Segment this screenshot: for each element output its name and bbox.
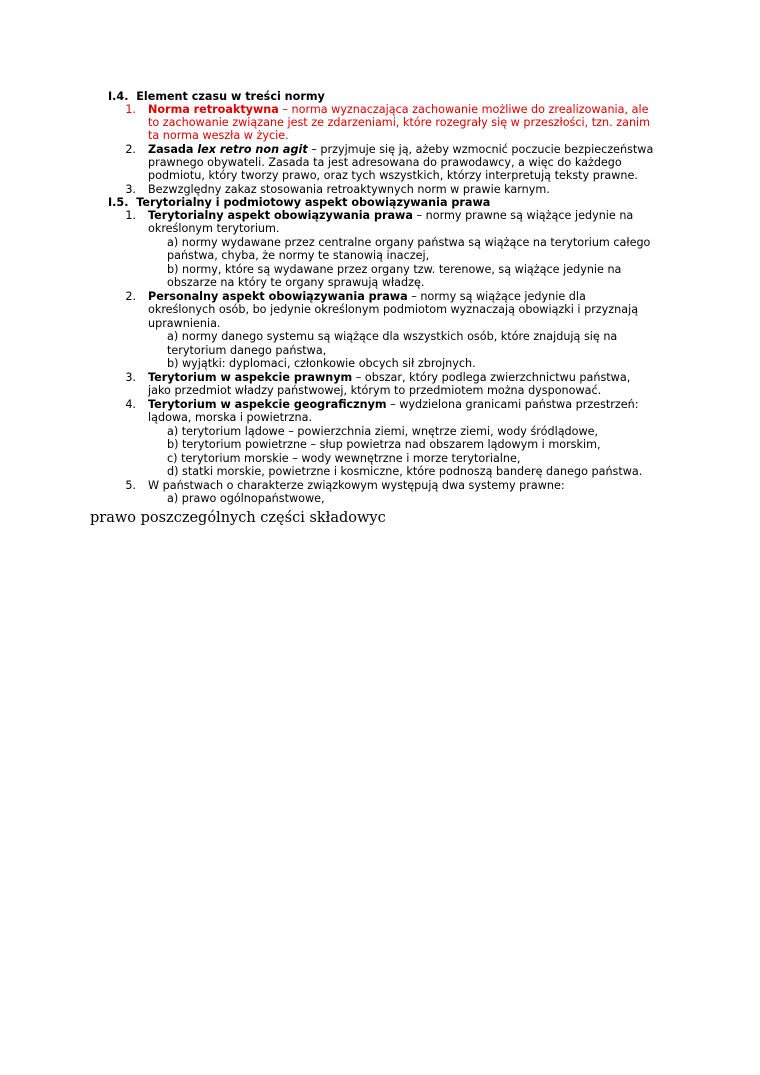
term: Norma retroaktywna (148, 103, 279, 116)
list-number: 1. (125, 209, 136, 222)
item-text: uprawnienia. (148, 317, 221, 330)
item-text: prawnego obywateli. Zasada ta jest adresowana do prawodawcy, a więc do każdego (148, 156, 622, 169)
sub-item: b) normy, które są wydawane przez organy tzw. terenowe, są wiążące jedynie na (167, 263, 622, 276)
section-number: I.5. (108, 196, 129, 209)
sub-item: b) terytorium powietrzne – słup powietrza nad obszarem lądowym i morskim, (167, 438, 601, 451)
list-number: 1. (125, 103, 136, 116)
list-number: 4. (125, 398, 136, 411)
sub-item: d) statki morskie, powietrzne i kosmiczne, które podnoszą banderę danego państwa. (167, 465, 643, 478)
item-text: Bezwzględny zakaz stosowania retroaktywnych norm w prawie karnym. (148, 183, 550, 196)
item-text: – norma wyznaczająca zachowanie możliwe do zrealizowania, ale (278, 103, 649, 116)
sub-item: a) terytorium lądowe – powierzchnia ziemi, wnętrze ziemi, wody śródlądowe, (167, 425, 599, 438)
list-item (148, 143, 653, 156)
item-text: W państwach o charakterze związkowym występują dwa systemy prawne: (148, 479, 565, 492)
item-text: – normy prawne są wiążące jedynie na (412, 209, 634, 222)
sub-item: c) terytorium morskie – wody wewnętrzne i morze terytorialne, (167, 452, 521, 465)
section-heading-1-4 (108, 90, 325, 103)
item-text: – wydzielona granicami państwa przestrzeń: (386, 398, 639, 411)
list-number: 3. (125, 371, 136, 384)
list-item (148, 371, 630, 384)
item-text: ta norma weszła w życie. (148, 129, 289, 142)
list-number: 2. (125, 143, 136, 156)
list-number: 2. (125, 290, 136, 303)
section-title: Terytorialny i podmiotowy aspekt obowiązywania prawa (136, 196, 491, 209)
list-number: 5. (125, 479, 136, 492)
list-item (148, 209, 633, 222)
sub-item: b) wyjątki: dyplomaci, członkowie obcych sił zbrojnych. (167, 357, 476, 370)
list-item (148, 103, 648, 116)
item-text: podmiotu, który tworzy prawo, oraz tych wszystkich, którzy interpretują teksty prawne. (148, 169, 638, 182)
item-text: lądowa, morska i powietrzna. (148, 411, 313, 424)
list-number: 3. (125, 183, 136, 196)
item-text: określonym terytorium. (148, 222, 280, 235)
sub-item: a) normy wydawane przez centralne organy państwa są wiążące na terytorium całego (167, 236, 651, 249)
item-text: – normy są wiążące jedynie dla (407, 290, 586, 303)
item-text: określonych osób, bo jedynie określonym podmiotom wyznaczają obowiązki i przyznają (148, 303, 639, 316)
term: Terytorium w aspekcie geograficznym (148, 398, 387, 411)
item-text: jako przedmiot władzy państwowej, którym to przedmiotem można dysponować. (148, 384, 602, 397)
term-italic: lex retro non agit (197, 143, 308, 156)
sub-item: a) normy danego systemu są wiążące dla wszystkich osób, które znajdują się na (167, 330, 618, 343)
term: Zasada (148, 143, 198, 156)
section-heading-1-5 (108, 196, 490, 209)
sub-item: obszarze na który te organy sprawują władzę. (167, 276, 425, 289)
trailing-text: prawo poszczególnych części składowyc (90, 510, 386, 526)
sub-item: a) prawo ogólnopaństwowe, (167, 492, 325, 505)
sub-item: terytorium danego państwa, (167, 344, 327, 357)
list-item (148, 398, 639, 411)
sub-item: państwa, chyba, że normy te stanowią inaczej, (167, 249, 430, 262)
item-text: – obszar, który podlega zwierzchnictwu państwa, (352, 371, 631, 384)
list-item (148, 290, 586, 303)
section-number: I.4. (108, 90, 129, 103)
section-title: Element czasu w treści normy (136, 90, 325, 103)
item-text: to zachowanie związane jest ze zdarzeniami, które rozegrały się w przeszłości, tzn. zanim (148, 116, 651, 129)
term: Terytorialny aspekt obowiązywania prawa (148, 209, 413, 222)
term: Personalny aspekt obowiązywania prawa (148, 290, 408, 303)
term: Terytorium w aspekcie prawnym (148, 371, 353, 384)
item-text: – przyjmuje się ją, ażeby wzmocnić poczucie bezpieczeństwa (307, 143, 654, 156)
